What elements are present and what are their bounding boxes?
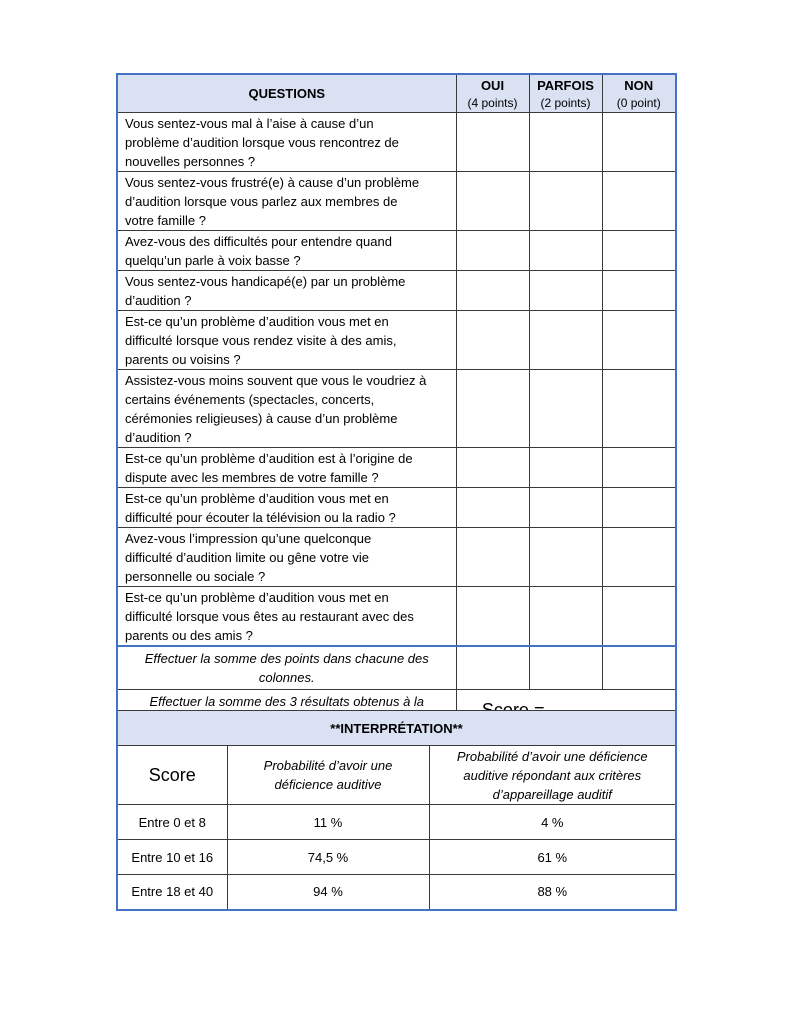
prob2-cell: 88 % (429, 875, 676, 910)
answer-parfois-cell[interactable] (529, 270, 602, 310)
interpretation-title: **INTERPRÉTATION** (117, 711, 676, 746)
answer-non-cell[interactable] (602, 270, 676, 310)
question-text (117, 586, 456, 646)
question-line: certains événements (spectacles, concerts, (125, 391, 375, 407)
prob1-header (227, 746, 429, 805)
question-row (117, 270, 676, 310)
non-label: NON (624, 77, 654, 93)
answer-oui-cell[interactable] (456, 112, 529, 171)
question-row (117, 447, 676, 487)
answer-oui-cell[interactable] (456, 527, 529, 586)
prob2-cell: 4 % (429, 805, 676, 840)
question-row (117, 487, 676, 527)
answer-parfois-cell[interactable] (529, 230, 602, 270)
oui-header (456, 74, 529, 112)
answer-parfois-cell[interactable] (529, 112, 602, 171)
question-line: personnelle ou sociale ? (125, 568, 266, 584)
range-cell: Entre 18 et 40 (117, 875, 227, 910)
answer-non-cell[interactable] (602, 112, 676, 171)
answer-non-cell[interactable] (602, 487, 676, 527)
answer-oui-cell[interactable] (456, 310, 529, 369)
answer-oui-cell[interactable] (456, 586, 529, 646)
sum-non-cell[interactable] (602, 646, 676, 690)
prob2-line-2: auditive répondant aux critères (463, 767, 642, 783)
sum-line-2: colonnes. (258, 669, 315, 685)
question-row (117, 112, 676, 171)
question-line: difficulté pour écouter la télévision ou la radio ? (125, 509, 396, 525)
questionnaire-table (116, 73, 677, 734)
interpretation-title-row (117, 711, 676, 746)
answer-parfois-cell[interactable] (529, 527, 602, 586)
question-line: nouvelles personnes ? (125, 153, 256, 169)
range-cell: Entre 10 et 16 (117, 840, 227, 875)
answer-oui-cell[interactable] (456, 171, 529, 230)
non-header (602, 74, 676, 112)
answer-non-cell[interactable] (602, 230, 676, 270)
question-text (117, 230, 456, 270)
question-text (117, 487, 456, 527)
question-text (117, 270, 456, 310)
question-line: votre famille ? (125, 212, 206, 228)
answer-parfois-cell[interactable] (529, 369, 602, 447)
answer-oui-cell[interactable] (456, 447, 529, 487)
question-text (117, 369, 456, 447)
prob1-cell: 74,5 % (227, 840, 429, 875)
question-line: difficulté lorsque vous êtes au restaurant avec des (125, 608, 414, 624)
questions-header: QUESTIONS (117, 74, 456, 112)
sum-row (117, 646, 676, 690)
question-line: parents ou des amis ? (125, 627, 253, 643)
answer-non-cell[interactable] (602, 369, 676, 447)
sum-oui-cell[interactable] (456, 646, 529, 690)
question-row (117, 171, 676, 230)
question-line: problème d’audition lorsque vous rencontrez de (125, 134, 399, 150)
question-text (117, 527, 456, 586)
answer-parfois-cell[interactable] (529, 586, 602, 646)
oui-points: (4 points) (467, 95, 518, 110)
prob2-line-3: d’appareillage auditif (492, 786, 612, 802)
question-row (117, 586, 676, 646)
question-line: Est-ce qu’un problème d’audition est à l’origine de (125, 450, 413, 466)
question-text (117, 112, 456, 171)
answer-oui-cell[interactable] (456, 369, 529, 447)
question-line: difficulté lorsque vous rendez visite à des amis, (125, 332, 397, 348)
answer-parfois-cell[interactable] (529, 310, 602, 369)
question-line: Est-ce qu’un problème d’audition vous met en (125, 313, 389, 329)
non-points: (0 point) (616, 95, 661, 110)
question-line: Avez-vous des difficultés pour entendre quand (125, 233, 392, 249)
answer-parfois-cell[interactable] (529, 447, 602, 487)
prob2-header (429, 746, 676, 805)
answer-parfois-cell[interactable] (529, 487, 602, 527)
question-line: d’audition lorsque vous parlez aux membres de (125, 193, 398, 209)
question-rows (117, 112, 676, 646)
question-line: Vous sentez-vous mal à l’aise à cause d’un (125, 115, 374, 131)
question-line: quelqu’un parle à voix basse ? (125, 252, 301, 268)
question-row (117, 310, 676, 369)
parfois-points: (2 points) (540, 95, 591, 110)
answer-oui-cell[interactable] (456, 270, 529, 310)
oui-label: OUI (480, 77, 505, 93)
prob1-cell: 11 % (227, 805, 429, 840)
question-row (117, 369, 676, 447)
answer-oui-cell[interactable] (456, 487, 529, 527)
interpretation-header-row (117, 746, 676, 805)
range-cell: Entre 0 et 8 (117, 805, 227, 840)
sum-line-1: Effectuer la somme des points dans chacune des (144, 650, 429, 666)
question-line: Avez-vous l’impression qu’une quelconque (125, 530, 372, 546)
interpretation-row (117, 840, 676, 875)
prob2-cell: 61 % (429, 840, 676, 875)
answer-non-cell[interactable] (602, 447, 676, 487)
interpretation-table (116, 710, 677, 911)
question-row (117, 230, 676, 270)
question-row (117, 527, 676, 586)
answer-non-cell[interactable] (602, 310, 676, 369)
interpretation-row (117, 805, 676, 840)
prob1-line-2: déficience auditive (274, 777, 382, 792)
answer-parfois-cell[interactable] (529, 171, 602, 230)
answer-non-cell[interactable] (602, 171, 676, 230)
total-line-1: Effectuer la somme des 3 résultats obtenus à la (149, 693, 425, 709)
question-line: parents ou voisins ? (125, 351, 241, 367)
question-text (117, 447, 456, 487)
sum-instruction (117, 646, 456, 690)
header-row (117, 74, 676, 112)
question-line: Vous sentez-vous handicapé(e) par un problème (125, 273, 406, 289)
prob2-line-1: Probabilité d’avoir une déficience (456, 748, 648, 764)
question-line: d’audition ? (125, 429, 192, 445)
prob1-cell: 94 % (227, 875, 429, 910)
question-text (117, 310, 456, 369)
question-line: Assistez-vous moins souvent que vous le voudriez à (125, 372, 427, 388)
interpretation-row (117, 875, 676, 910)
question-line: Est-ce qu’un problème d’audition vous met en (125, 490, 389, 506)
question-text (117, 171, 456, 230)
question-line: Est-ce qu’un problème d’audition vous met en (125, 589, 389, 605)
prob1-line-1: Probabilité d’avoir une (263, 758, 393, 773)
question-line: cérémonies religieuses) à cause d’un problème (125, 410, 398, 426)
question-line: Vous sentez-vous frustré(e) à cause d’un problème (125, 174, 420, 190)
parfois-header (529, 74, 602, 112)
answer-non-cell[interactable] (602, 527, 676, 586)
sum-parfois-cell[interactable] (529, 646, 602, 690)
question-line: dispute avec les membres de votre famille ? (125, 469, 379, 485)
score-column-header: Score (117, 746, 227, 805)
question-line: difficulté d’audition limite ou gêne votre vie (125, 549, 370, 565)
question-line: d’audition ? (125, 292, 192, 308)
answer-oui-cell[interactable] (456, 230, 529, 270)
answer-non-cell[interactable] (602, 586, 676, 646)
parfois-label: PARFOIS (537, 77, 594, 93)
